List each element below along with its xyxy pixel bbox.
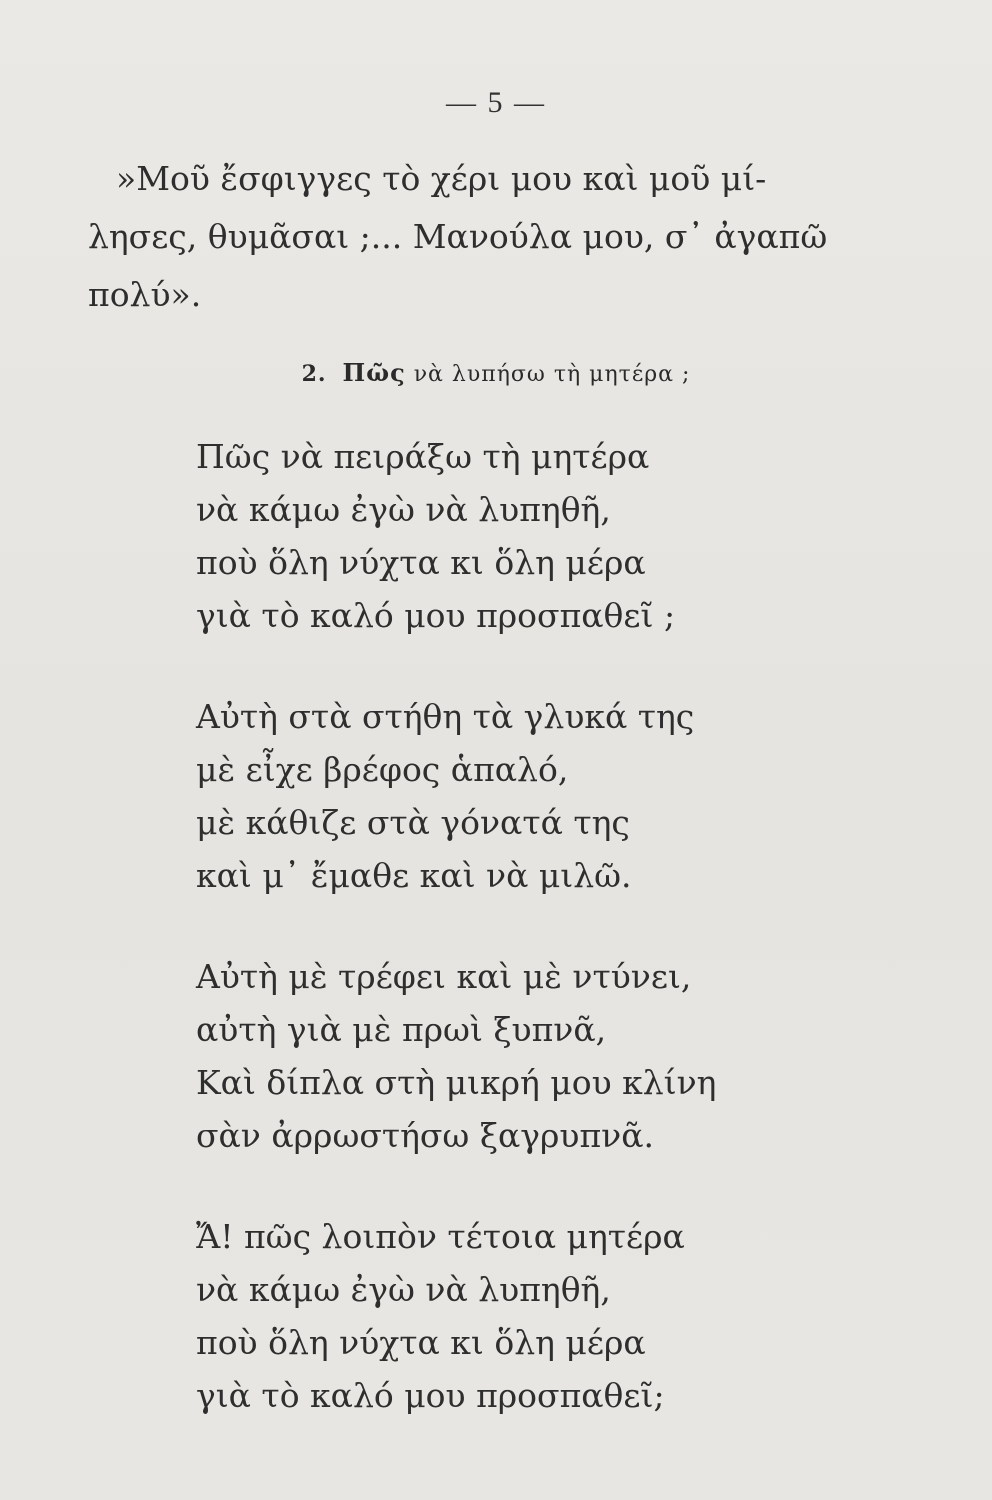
verse-line: Πῶς νὰ πειράξω τὴ μητέρα <box>196 437 650 476</box>
verse-line: μὲ εἶχε βρέφος ἁπαλό, <box>196 750 569 789</box>
poem-body <box>196 430 896 1470</box>
prose-line: »Μοῦ ἔσφιγγες τὸ χέρι μου καὶ μοῦ μί- <box>116 159 767 198</box>
verse-line: σὰν ἀρρωστήσω ξαγρυπνᾶ. <box>196 1116 655 1155</box>
stanza <box>196 1210 896 1422</box>
verse-line: Αὐτὴ μὲ τρέφει καὶ μὲ ντύνει, <box>196 957 692 996</box>
page-number: — 5 — <box>446 86 546 119</box>
prose-line: λησες, θυμᾶσαι ;... Μανούλα μου, σ᾽ ἀγαπῶ <box>88 217 828 256</box>
verse-line: Ἄ! πῶς λοιπὸν τέτοια μητέρα <box>196 1217 685 1256</box>
stanza <box>196 430 896 642</box>
prose-line: πολύ». <box>88 275 202 314</box>
verse-line: μὲ κάθιζε στὰ γόνατά της <box>196 803 630 842</box>
stanza <box>196 950 896 1162</box>
verse-line: νὰ κάμω ἐγὼ νὰ λυπηθῆ, <box>196 1270 611 1309</box>
verse-line: Καὶ δίπλα στὴ μικρή μου κλίνη <box>196 1063 717 1102</box>
verse-line: νὰ κάμω ἐγὼ νὰ λυπηθῆ, <box>196 490 611 529</box>
verse-line: ποὺ ὅλη νύχτα κι ὅλη μέρα <box>196 1323 646 1362</box>
poem-title-first-word: Πῶς <box>342 358 406 387</box>
poem-title <box>0 358 992 387</box>
poem-number: 2. <box>301 361 327 387</box>
verse-line: καὶ μ᾽ ἔμαθε καὶ νὰ μιλῶ. <box>196 856 632 895</box>
verse-line: αὐτὴ γιὰ μὲ πρωὶ ξυπνᾶ, <box>196 1010 607 1049</box>
verse-line: γιὰ τὸ καλό μου προσπαθεῖ; <box>196 1376 665 1415</box>
prose-paragraph <box>88 150 878 324</box>
verse-line: Αὐτὴ στὰ στήθη τὰ γλυκά της <box>196 697 695 736</box>
verse-line: ποὺ ὅλη νύχτα κι ὅλη μέρα <box>196 543 646 582</box>
stanza <box>196 690 896 902</box>
verse-line: γιὰ τὸ καλό μου προσπαθεῖ ; <box>196 596 676 635</box>
poem-title-rest: νὰ λυπήσω τὴ μητέρα ; <box>413 362 691 387</box>
